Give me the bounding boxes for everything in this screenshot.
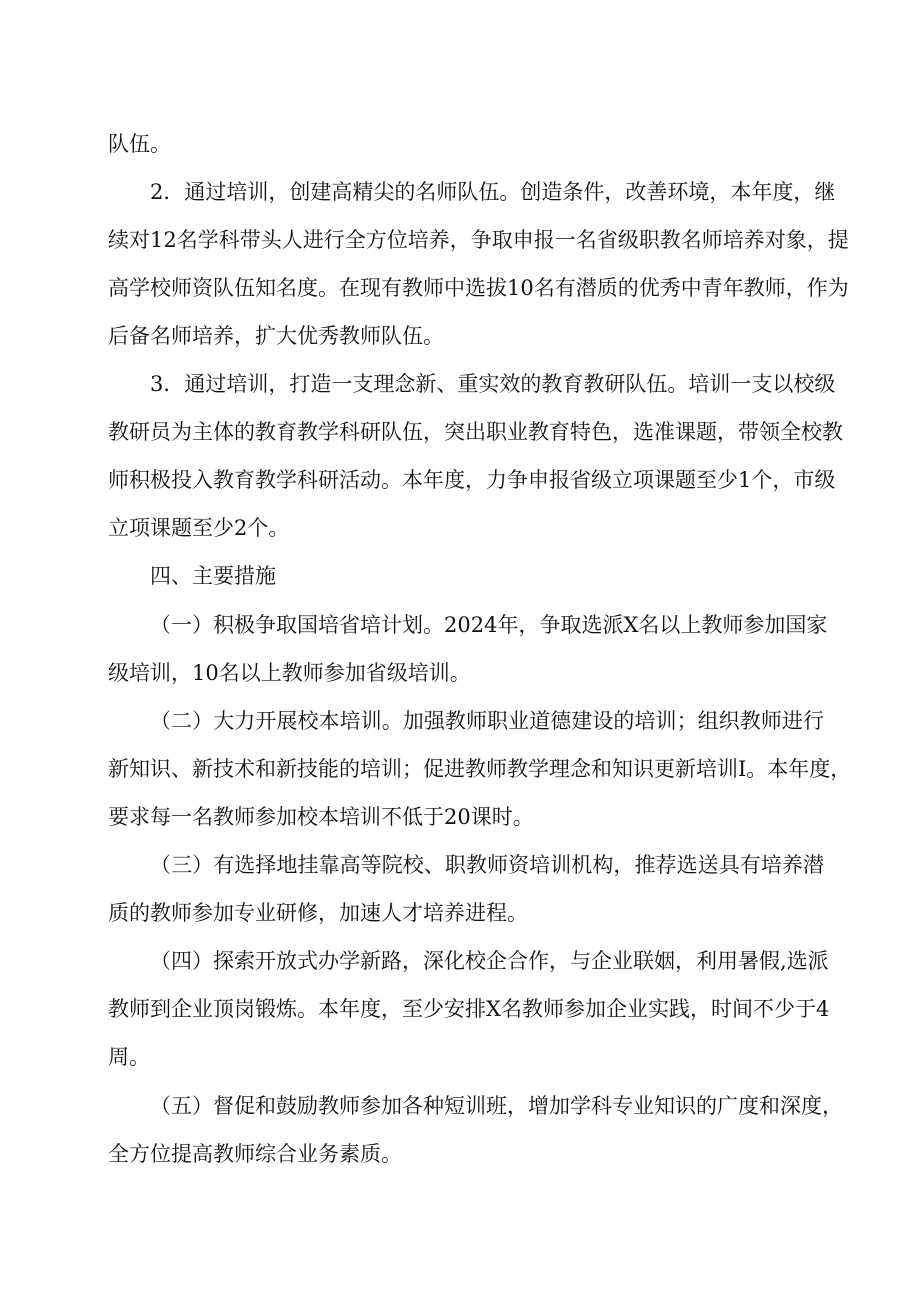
text-line: 队伍。 [108, 132, 171, 156]
text-line: 级培训，10名以上教师参加省级培训。 [108, 661, 471, 685]
text-line: 质的教师参加专业研修，加速人才培养进程。 [108, 901, 528, 925]
text-line: 教研员为主体的教育教学科研队伍，突出职业教育特色，选准课题，带领全校教 [108, 420, 843, 444]
text-line: 高学校师资队伍知名度。在现有教师中选拔10名有潜质的优秀中青年教师，作为 [108, 276, 849, 300]
text-line: （一）积极争取国培省培计划。2024年，争取选派X名以上教师参加国家 [150, 613, 828, 637]
text-line: 续对12名学科带头人进行全方位培养，争取申报一名省级职教名师培养对象，提 [108, 228, 849, 252]
text-line: 新知识、新技术和新技能的培训；促进教师教学理念和知识更新培训I。本年度， [108, 757, 852, 781]
section-heading: 四、主要措施 [150, 564, 276, 588]
text-line: （三）有选择地挂靠高等院校、职教师资培训机构，推荐选送具有培养潜 [150, 853, 824, 877]
text-line: 周。 [108, 1045, 150, 1069]
text-line: 教师到企业顶岗锻炼。本年度，至少安排X名教师参加企业实践，时间不少于4 [108, 997, 830, 1021]
text-line: 后备名师培养，扩大优秀教师队伍。 [108, 324, 444, 348]
text-line: （二）大力开展校本培训。加强教师职业道德建设的培训；组织教师进行 [150, 709, 824, 733]
text-line: （四）探索开放式办学新路，深化校企合作，与企业联姻，利用暑假,选派 [150, 949, 829, 973]
text-line: 要求每一名教师参加校本培训不低于20课时。 [108, 805, 534, 829]
text-line: 立项课题至少2个。 [108, 516, 290, 540]
text-line: （五）督促和鼓励教师参加各种短训班，增加学科专业知识的广度和深度， [150, 1094, 843, 1118]
text-line: 师积极投入教育教学科研活动。本年度，力争申报省级立项课题至少1个，市级 [108, 468, 836, 492]
text-line: 全方位提高教师综合业务素质。 [108, 1142, 402, 1166]
text-line: 3．通过培训，打造一支理念新、重实效的教育教研队伍。培训一支以校级 [150, 372, 836, 396]
text-line: 2．通过培训，创建高精尖的名师队伍。创造条件，改善环境，本年度，继 [150, 180, 836, 204]
